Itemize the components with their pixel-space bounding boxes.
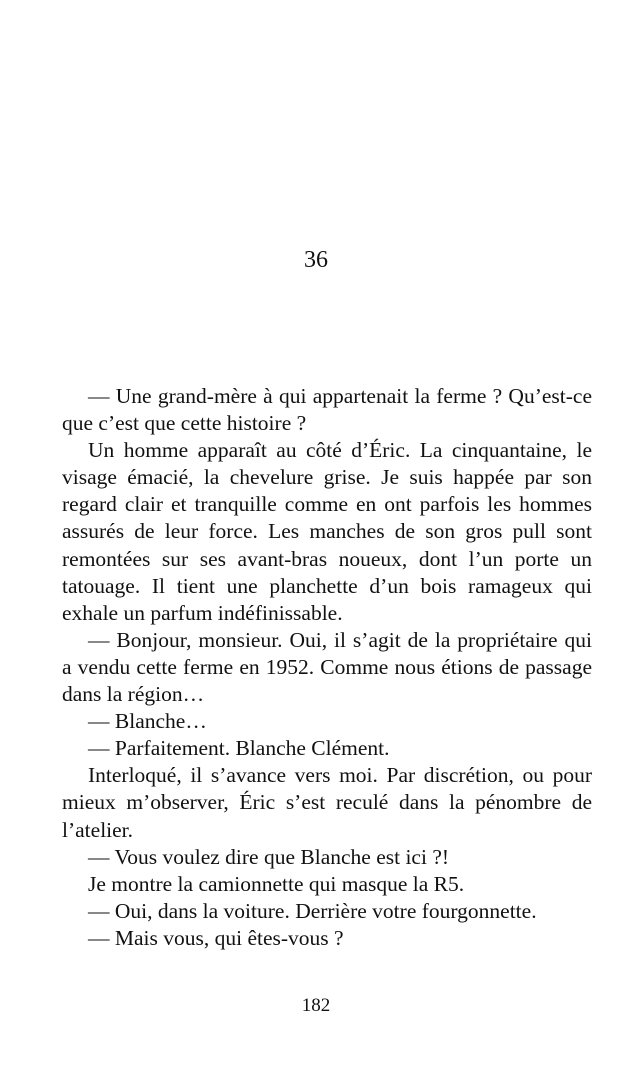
paragraph: Je montre la camionnette qui masque la R5. xyxy=(88,871,465,896)
paragraph: — Une grand-mère à qui appartenait la ferme ? Qu’est-ce que c’est que cette histoire ? xyxy=(62,384,592,436)
paragraph: Interloqué, il s’avance vers moi. Par discrétion, ou pour mieux m’observer, Éric s’est reculé dans la pénombre de l’atelier. xyxy=(62,763,592,842)
paragraph: — Blanche… xyxy=(88,709,207,734)
paragraph: Un homme apparaît au côté d’Éric. La cinquantaine, le visage émacié, la chevelure grise. Je suis happée par son regard clair et tranquille comme en ont parfois les hommes assurés de leur force. Les manches de son gros pull sont remontées sur ses avant-bras noueux, dont l’un porte un tatouage. Il tient une planchette d’un bois ramageux qui exhale un parfum indéfinissable. xyxy=(62,438,592,625)
paragraph: — Oui, dans la voiture. Derrière votre fourgonnette. xyxy=(88,898,537,923)
paragraph: — Vous voulez dire que Blanche est ici ?! xyxy=(88,844,450,869)
paragraph: — Parfaitement. Blanche Clément. xyxy=(88,736,390,761)
paragraph: — Bonjour, monsieur. Oui, il s’agit de la propriétaire qui a vendu cette ferme en 1952. Comme nous étions de passage dans la région… xyxy=(62,627,592,707)
chapter-number: 36 xyxy=(304,247,328,273)
page-number: 182 xyxy=(301,995,331,1016)
body-text xyxy=(62,383,592,952)
paragraph: — Mais vous, qui êtes-vous ? xyxy=(88,925,344,950)
